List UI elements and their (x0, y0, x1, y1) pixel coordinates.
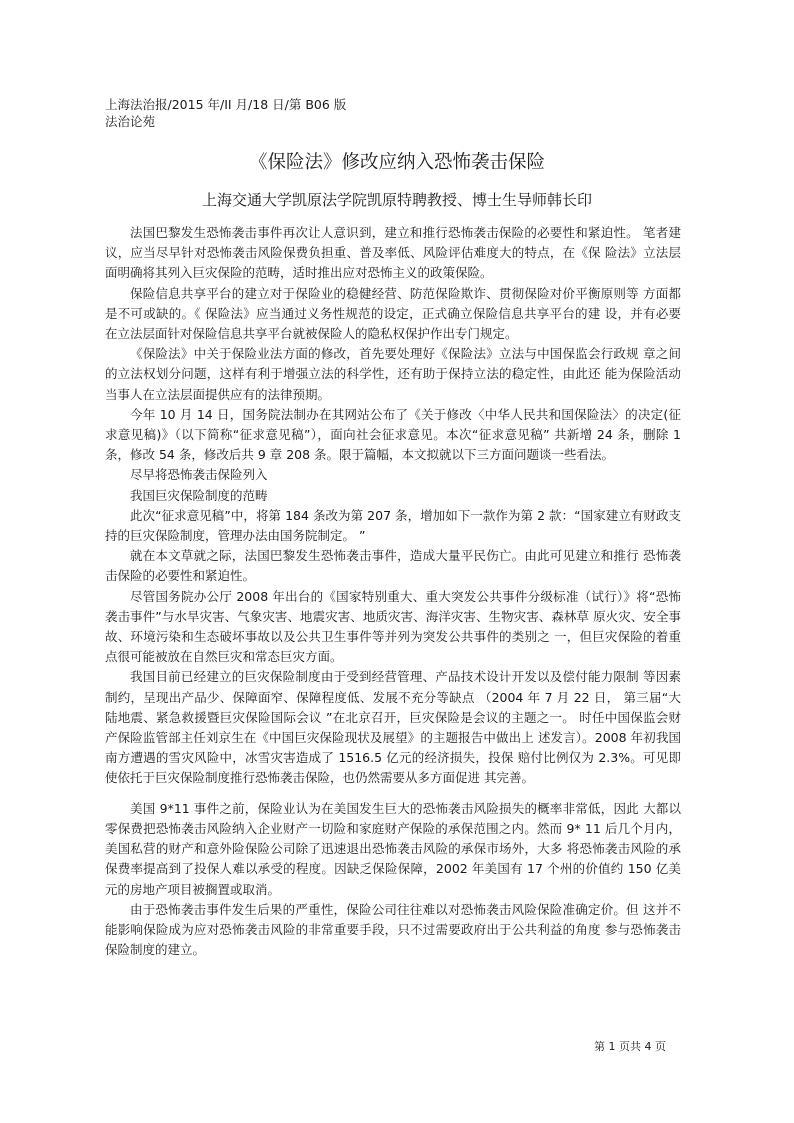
paragraph: 保险信息共享平台的建立对于保险业的稳健经营、防范保险欺诈、贯彻保险对价平衡原则等 方面都是不可或缺的。《 保险法》应当通过义务性规范的设定，正式确立保险信息共享平台的建 设，并有必要在立法层面针对保险信息共享平台就被保险人的隐私权保护作出专门规定。 (105, 285, 681, 342)
source-line: 上海法治报/2015 年/II 月/18 日/第 B06 版 (105, 97, 347, 112)
article-author: 上海交通大学凯原法学院凯原特聘教授、博士生导师韩长印 (201, 191, 592, 209)
article-title: 《保险法》修改应纳入恐怖袭击保险 (248, 152, 545, 173)
paragraph: 法国巴黎发生恐怖袭击事件再次让人意识到，建立和推行恐怖袭击保险的必要性和紧迫性。 笔者建议，应当尽早针对恐怖袭击风险保费负担重、普及率低、风险评估难度大的特点，在《保 险法》立法层面明确将其列入巨灾保险的范畴，适时推出应对恐怖主义的政策保险。 (105, 225, 681, 281)
article-body (105, 223, 681, 960)
paragraph: 《保险法》中关于保险业法方面的修改，首先要处理好《保险法》立法与中国保监会行政规 章之间的立法权划分问题，这样有利于增强立法的科学性，还有助于保持立法的稳定性，由此还 能为保险活动当事人在立法层面提供应有的法律预期。 (105, 346, 681, 402)
paragraph: 我国目前已经建立的巨灾保险制度由于受到经营管理、产品技术设计开发以及偿付能力限制 等因素制约，呈现出产品少、保障面窄、保障程度低、发展不充分等缺点 （2004 年 7 月 22 日， 第三届“大陆地震、紧急救援暨巨灾保险国际会议 ”在北京召开，巨灾保险是会议的主题之一。 时任中国保监会财产保险监管部主任刘京生在《中国巨灾保险现状及展望》的主题报告中做出上 述发言）。2008 年初我国南方遭遇的雪灾风险中，冰雪灾害造成了 1516.5 亿元的经济损失，投保 赔付比例仅为 2.3%。可见即使依托于巨灾保险制度推行恐怖袭击保险，也仍然需要从多方面促进 其完善。 (105, 669, 681, 786)
column-name: 法治论苑 (105, 114, 156, 129)
paragraph: 尽管国务院办公厅 2008 年出台的《国家特别重大、重大突发公共事件分级标准（试行）》将“恐怖袭击事件”与水旱灾害、气象灾害、地震灾害、地质灾害、海洋灾害、生物灾害、森林草 原火灾、安全事故、环境污染和生态破坏事故以及公共卫生事件等并列为突发公共事件的类别之 一，但巨灾保险的着重点很可能被放在自然巨灾和常态巨灾方面。 (105, 588, 681, 665)
article-meta (105, 96, 346, 130)
page-number: 第 1 页共 4 页 (594, 1040, 666, 1053)
paragraph: 今年 10 月 14 日，国务院法制办在其网站公布了《关于修改〈中华人民共和国保险法〉的决定(征求意见稿)》（以下简称“征求意见稿”），面向社会征求意见。本次“征求意见稿” 共新增 24 条，删除 1 条，修改 54 条，修改后共 9 章 208 条。限于篇幅，本文拟就以下三方面问题谈一些看法。 (105, 406, 681, 463)
paragraph: 由于恐怖袭击事件发生后果的严重性，保险公司往往难以对恐怖袭击风险保险准确定价。但 这并不能影响保险成为应对恐怖袭击风险的非常重要手段，只不过需要政府出于公共利益的角度 参与恐怖袭击保险制度的建立。 (105, 901, 681, 958)
paragraph: 美国 9*11 事件之前，保险业认为在美国发生巨大的恐怖袭击风险损失的概率非常低，因此 大都以零保费把恐怖袭击风险纳入企业财产一切险和家庭财产保险的承保范围之内。然而 9* 11 后几个月内，美国私营的财产和意外险保险公司除了迅速退出恐怖袭击风险的承保市场外，大多 将恐怖袭击风险的承保费率提高到了投保人难以承受的程度。因缺乏保险保障，2002 年美国有 17 个州的价值约 150 亿美元的房地产项目被搁置或取消。 (105, 800, 681, 897)
paragraph: 就在本文草就之际，法国巴黎发生恐怖袭击事件，造成大量平民伤亡。由此可见建立和推行 恐怖袭击保险的必要性和紧迫性。 (105, 548, 681, 584)
section-heading: 尽早将恐怖袭击保险列入 (130, 467, 268, 483)
paragraph: 此次“征求意见稿”中，将第 184 条改为第 207 条，增加如下一款作为第 2 款：“国家建立有财政支持的巨灾保险制度，管理办法由国务院制定。 ” (105, 507, 681, 544)
section-heading: 我国巨灾保险制度的范畴 (130, 487, 268, 503)
